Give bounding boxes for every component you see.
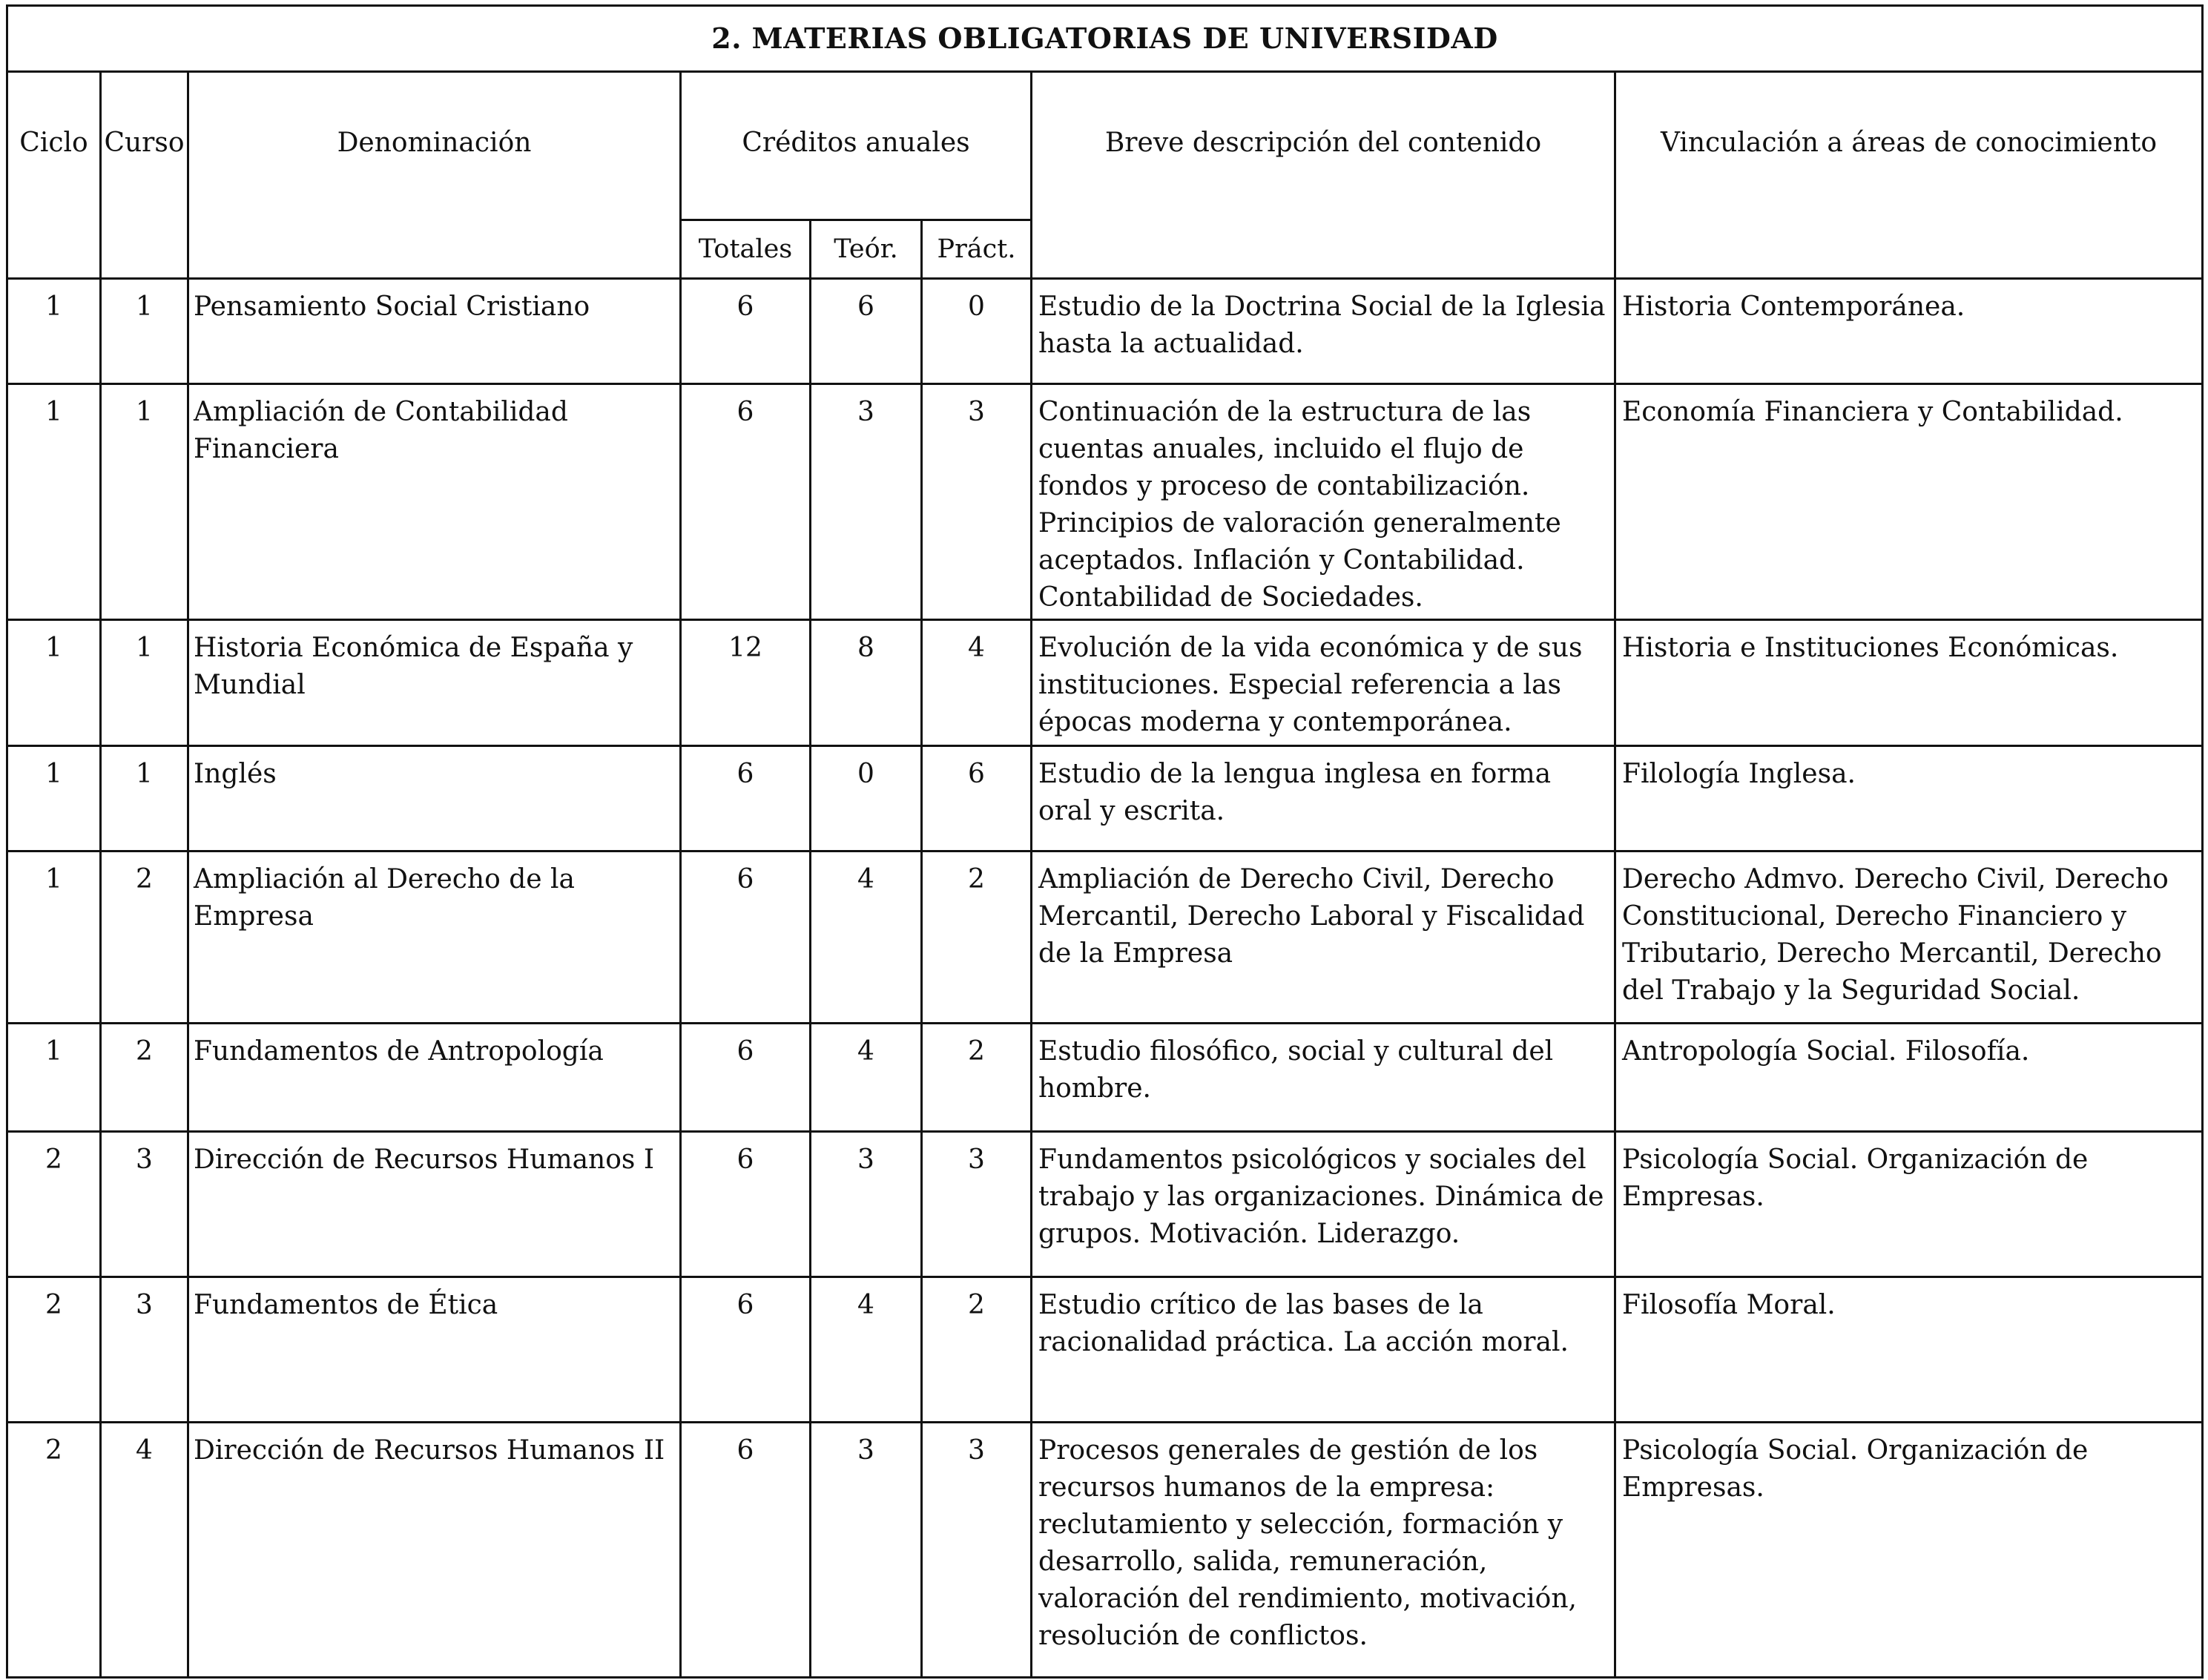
header-vinculacion: Vinculación a áreas de conocimiento bbox=[1615, 72, 2203, 279]
table-row bbox=[7, 1132, 2203, 1277]
cell-ciclo: 1 bbox=[7, 384, 101, 620]
cell-pract: 0 bbox=[922, 279, 1032, 384]
cell-descripcion: Ampliación de Derecho Civil, Derecho Mercantil, Derecho Laboral y Fiscalidad de la Empresa bbox=[1032, 851, 1615, 1024]
cell-curso: 1 bbox=[101, 746, 188, 851]
cell-totales: 6 bbox=[681, 746, 811, 851]
subjects-table bbox=[6, 4, 2204, 1679]
cell-pract: 6 bbox=[922, 746, 1032, 851]
cell-curso: 1 bbox=[101, 279, 188, 384]
table-row bbox=[7, 746, 2203, 851]
cell-totales: 6 bbox=[681, 1132, 811, 1277]
cell-totales: 6 bbox=[681, 279, 811, 384]
table-title: 2. MATERIAS OBLIGATORIAS DE UNIVERSIDAD bbox=[7, 6, 2203, 72]
cell-totales: 6 bbox=[681, 1277, 811, 1423]
cell-totales: 6 bbox=[681, 1423, 811, 1678]
cell-denominacion: Pensamiento Social Cristiano bbox=[188, 279, 681, 384]
cell-denominacion: Ampliación al Derecho de la Empresa bbox=[188, 851, 681, 1024]
cell-denominacion: Dirección de Recursos Humanos II bbox=[188, 1423, 681, 1678]
cell-pract: 3 bbox=[922, 1132, 1032, 1277]
header-pract: Práct. bbox=[922, 220, 1032, 279]
cell-vinculacion: Filosofía Moral. bbox=[1615, 1277, 2203, 1423]
header-descripcion: Breve descripción del contenido bbox=[1032, 72, 1615, 279]
cell-curso: 1 bbox=[101, 384, 188, 620]
cell-teor: 3 bbox=[811, 384, 922, 620]
table-row bbox=[7, 851, 2203, 1024]
cell-teor: 4 bbox=[811, 1024, 922, 1132]
table-row bbox=[7, 279, 2203, 384]
cell-ciclo: 1 bbox=[7, 279, 101, 384]
table-row bbox=[7, 1423, 2203, 1678]
cell-descripcion: Estudio crítico de las bases de la racionalidad práctica. La acción moral. bbox=[1032, 1277, 1615, 1423]
cell-vinculacion: Historia Contemporánea. bbox=[1615, 279, 2203, 384]
cell-descripcion: Estudio de la lengua inglesa en forma oral y escrita. bbox=[1032, 746, 1615, 851]
cell-descripcion: Fundamentos psicológicos y sociales del trabajo y las organizaciones. Dinámica de grupos. Motivación. Liderazgo. bbox=[1032, 1132, 1615, 1277]
cell-totales: 6 bbox=[681, 1024, 811, 1132]
cell-descripcion: Continuación de la estructura de las cuentas anuales, incluido el flujo de fondos y proceso de contabilización. Principios de valoración generalmente aceptados. Inflación y Contabilidad. Contabilidad de Sociedades. bbox=[1032, 384, 1615, 620]
cell-curso: 3 bbox=[101, 1132, 188, 1277]
table-row bbox=[7, 384, 2203, 620]
cell-teor: 8 bbox=[811, 620, 922, 746]
cell-ciclo: 2 bbox=[7, 1277, 101, 1423]
cell-pract: 3 bbox=[922, 384, 1032, 620]
cell-totales: 6 bbox=[681, 851, 811, 1024]
header-curso: Curso bbox=[101, 72, 188, 279]
cell-ciclo: 1 bbox=[7, 851, 101, 1024]
cell-descripcion: Estudio filosófico, social y cultural del hombre. bbox=[1032, 1024, 1615, 1132]
cell-vinculacion: Psicología Social. Organización de Empresas. bbox=[1615, 1423, 2203, 1678]
cell-denominacion: Ampliación de Contabilidad Financiera bbox=[188, 384, 681, 620]
header-teor: Teór. bbox=[811, 220, 922, 279]
cell-pract: 2 bbox=[922, 1277, 1032, 1423]
cell-ciclo: 1 bbox=[7, 1024, 101, 1132]
cell-teor: 4 bbox=[811, 851, 922, 1024]
cell-vinculacion: Historia e Instituciones Económicas. bbox=[1615, 620, 2203, 746]
cell-ciclo: 2 bbox=[7, 1423, 101, 1678]
cell-pract: 2 bbox=[922, 1024, 1032, 1132]
cell-denominacion: Dirección de Recursos Humanos I bbox=[188, 1132, 681, 1277]
cell-ciclo: 1 bbox=[7, 620, 101, 746]
cell-teor: 0 bbox=[811, 746, 922, 851]
table-row bbox=[7, 620, 2203, 746]
cell-curso: 2 bbox=[101, 1024, 188, 1132]
cell-descripcion: Evolución de la vida económica y de sus instituciones. Especial referencia a las épocas moderna y contemporánea. bbox=[1032, 620, 1615, 746]
cell-vinculacion: Economía Financiera y Contabilidad. bbox=[1615, 384, 2203, 620]
cell-pract: 4 bbox=[922, 620, 1032, 746]
cell-curso: 1 bbox=[101, 620, 188, 746]
cell-denominacion: Fundamentos de Antropología bbox=[188, 1024, 681, 1132]
cell-pract: 3 bbox=[922, 1423, 1032, 1678]
header-creditos: Créditos anuales bbox=[681, 72, 1032, 220]
cell-totales: 12 bbox=[681, 620, 811, 746]
cell-descripcion: Estudio de la Doctrina Social de la Iglesia hasta la actualidad. bbox=[1032, 279, 1615, 384]
table-row bbox=[7, 1024, 2203, 1132]
header-ciclo: Ciclo bbox=[7, 72, 101, 279]
cell-vinculacion: Filología Inglesa. bbox=[1615, 746, 2203, 851]
cell-curso: 2 bbox=[101, 851, 188, 1024]
cell-ciclo: 2 bbox=[7, 1132, 101, 1277]
cell-teor: 3 bbox=[811, 1132, 922, 1277]
cell-ciclo: 1 bbox=[7, 746, 101, 851]
cell-vinculacion: Psicología Social. Organización de Empresas. bbox=[1615, 1132, 2203, 1277]
cell-curso: 4 bbox=[101, 1423, 188, 1678]
cell-denominacion: Fundamentos de Ética bbox=[188, 1277, 681, 1423]
cell-denominacion: Inglés bbox=[188, 746, 681, 851]
cell-teor: 4 bbox=[811, 1277, 922, 1423]
cell-descripcion: Procesos generales de gestión de los recursos humanos de la empresa: reclutamiento y selección, formación y desarrollo, salida, remuneración, valoración del rendimiento, motivación, resolución de conflictos. bbox=[1032, 1423, 1615, 1678]
cell-vinculacion: Antropología Social. Filosofía. bbox=[1615, 1024, 2203, 1132]
table-row bbox=[7, 1277, 2203, 1423]
cell-curso: 3 bbox=[101, 1277, 188, 1423]
cell-totales: 6 bbox=[681, 384, 811, 620]
header-totales: Totales bbox=[681, 220, 811, 279]
cell-pract: 2 bbox=[922, 851, 1032, 1024]
cell-teor: 6 bbox=[811, 279, 922, 384]
cell-denominacion: Historia Económica de España y Mundial bbox=[188, 620, 681, 746]
cell-teor: 3 bbox=[811, 1423, 922, 1678]
header-denominacion: Denominación bbox=[188, 72, 681, 279]
cell-vinculacion: Derecho Admvo. Derecho Civil, Derecho Constitucional, Derecho Financiero y Tributario, Derecho Mercantil, Derecho del Trabajo y la Seguridad Social. bbox=[1615, 851, 2203, 1024]
